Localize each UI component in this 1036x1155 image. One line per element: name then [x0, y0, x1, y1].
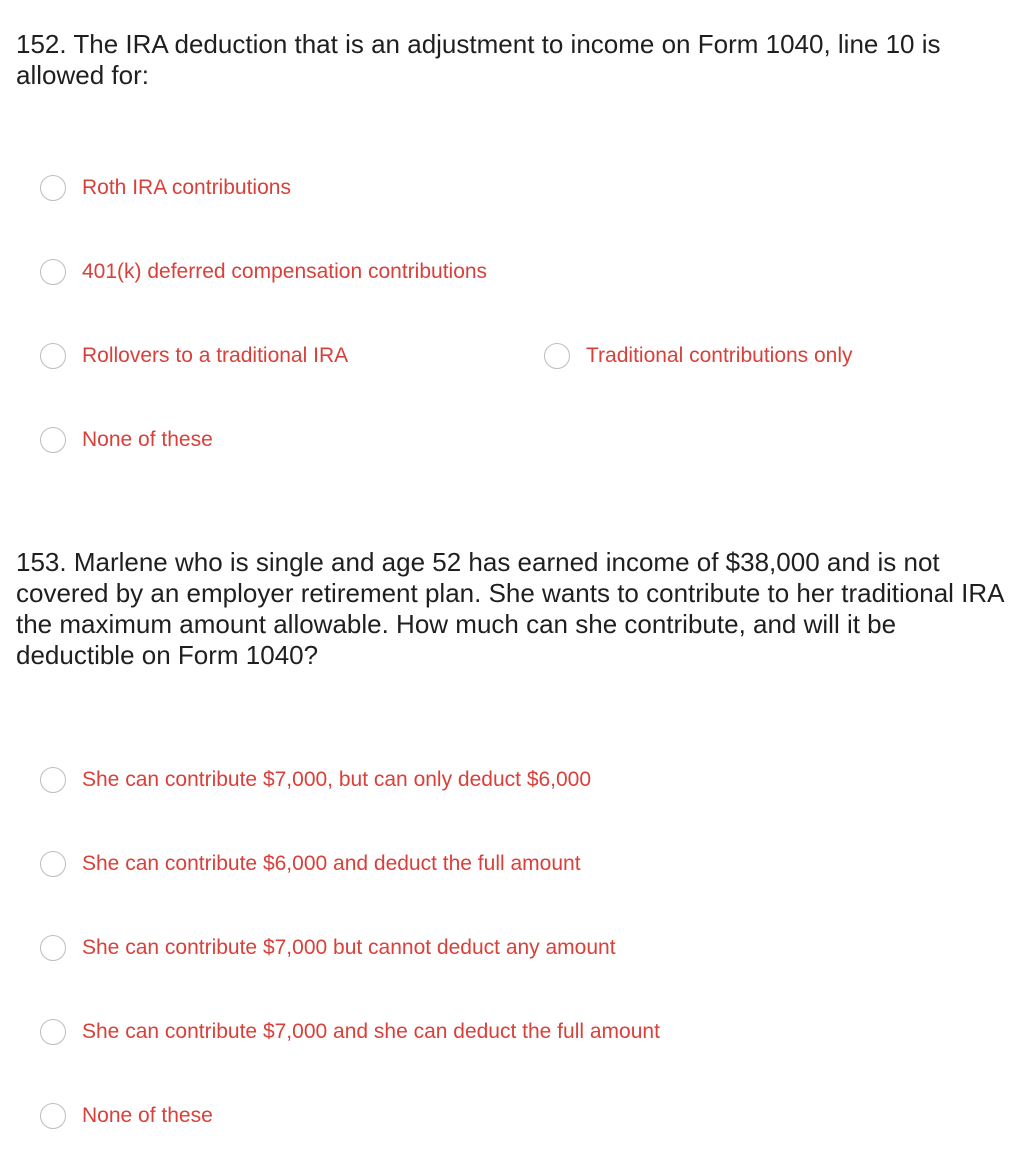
q153-option-c[interactable]	[40, 933, 616, 963]
option-label: Traditional contributions only	[586, 344, 853, 367]
q152-option-roth-ira[interactable]	[40, 173, 291, 203]
q153-option-none[interactable]	[40, 1101, 213, 1131]
q152-option-rollovers[interactable]	[40, 341, 348, 371]
radio-button-icon[interactable]	[40, 427, 66, 453]
q152-option-traditional-only[interactable]	[544, 341, 853, 371]
option-label: None of these	[82, 428, 213, 451]
radio-button-icon[interactable]	[40, 1103, 66, 1129]
radio-button-icon[interactable]	[40, 767, 66, 793]
option-label: Rollovers to a traditional IRA	[82, 344, 349, 367]
radio-button-icon[interactable]	[40, 175, 66, 201]
radio-button-icon[interactable]	[40, 851, 66, 877]
q152-option-none[interactable]	[40, 425, 213, 455]
question-152-text: 152. The IRA deduction that is an adjustment to income on Form 1040, line 10 is allowed for:	[16, 29, 941, 90]
radio-button-icon[interactable]	[544, 343, 570, 369]
radio-button-icon[interactable]	[40, 259, 66, 285]
radio-button-icon[interactable]	[40, 343, 66, 369]
option-label: None of these	[82, 1104, 213, 1127]
q153-option-b[interactable]	[40, 849, 581, 879]
q153-option-d[interactable]	[40, 1017, 660, 1047]
option-label: She can contribute $7,000 and she can deduct the full amount	[82, 1020, 660, 1043]
option-label: She can contribute $6,000 and deduct the full amount	[82, 852, 581, 875]
option-label: 401(k) deferred compensation contributions	[82, 260, 488, 283]
radio-button-icon[interactable]	[40, 935, 66, 961]
radio-button-icon[interactable]	[40, 1019, 66, 1045]
q152-option-401k[interactable]	[40, 257, 487, 287]
option-label: She can contribute $7,000, but can only deduct $6,000	[82, 768, 592, 791]
question-153-text: 153. Marlene who is single and age 52 has earned income of $38,000 and is not covered by an employer retirement plan. She wants to contribute to her traditional IRA the maximum amount allowable. How much can she contribute, and will it be deductible on Form 1040?	[16, 547, 1004, 670]
option-label: She can contribute $7,000 but cannot deduct any amount	[82, 936, 616, 959]
q153-option-a[interactable]	[40, 765, 591, 795]
option-label: Roth IRA contributions	[82, 176, 291, 199]
